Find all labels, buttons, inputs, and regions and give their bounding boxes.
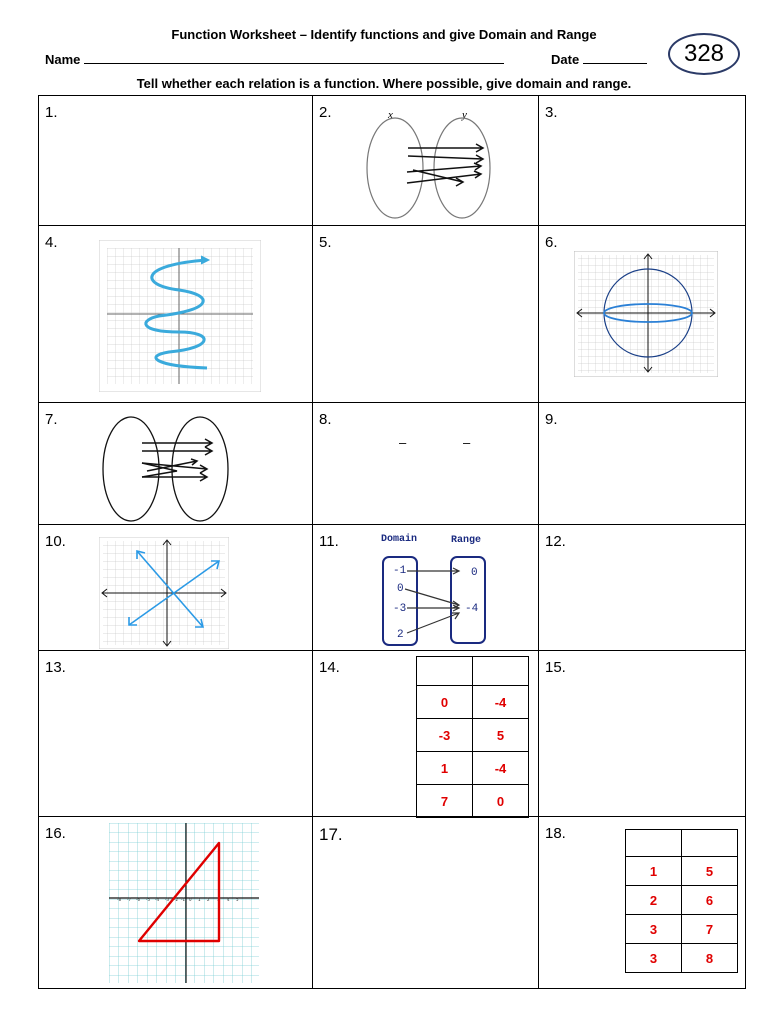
mapping-diagram [313,96,538,225]
dash-mark: – [399,435,407,450]
table-header-row [626,830,738,857]
dash-mark: – [463,435,471,450]
problem-number: 15. [545,659,566,676]
table-row: 3 8 [626,944,738,973]
table-row: 0 -4 [417,686,529,719]
problem-number: 6. [545,234,558,251]
page-number-badge: 328 [668,33,740,75]
table-row: 1 -4 [417,752,529,785]
svg-text:-2: -2 [174,897,178,902]
date-underline [583,52,647,64]
problem-number: 13. [45,659,66,676]
problem-number: 17. [319,825,343,844]
domain-value: -3 [393,603,407,615]
svg-text:4: 4 [227,897,230,902]
problem-number: 8. [319,411,332,428]
problem-number: 7. [45,411,58,428]
svg-text:1: 1 [198,897,201,902]
name-underline [84,52,504,64]
svg-text:5: 5 [236,897,239,902]
problem-15 [539,651,745,816]
svg-text:3: 3 [217,897,220,902]
problem-10 [39,525,312,650]
xy-table [625,829,738,973]
table-row: 3 7 [626,915,738,944]
date-label: Date [551,52,580,67]
problem-number: 10. [45,533,66,550]
domain-value: -1 [393,565,407,577]
svg-text:0: 0 [189,897,192,902]
xy-table [416,656,529,818]
problem-9 [539,403,745,524]
table-row: 7 0 [417,785,529,818]
range-value: 0 [471,567,478,579]
svg-text:-6: -6 [136,897,140,902]
problem-number: 4. [45,234,58,251]
x-set-label: x [388,109,393,121]
problem-12 [539,525,745,650]
problem-7 [39,403,312,524]
svg-text:-5: -5 [146,897,150,902]
problem-number: 5. [319,234,332,251]
problem-14 [313,651,538,816]
range-value: -4 [465,603,479,615]
table-row: 1 5 [626,857,738,886]
problem-5 [313,226,538,402]
sine-curve-graph [99,240,261,392]
problem-number: 2. [319,104,332,121]
domain-value: 0 [397,583,404,595]
problem-number: 12. [545,533,566,550]
domain-range-mapping [373,527,523,649]
name-label: Name [45,52,81,67]
problem-number: 9. [545,411,558,428]
table-header-row [417,657,529,686]
problem-number: 16. [45,825,66,842]
svg-text:-3: -3 [165,897,169,902]
problem-13 [39,651,312,816]
domain-label: Domain [381,534,418,545]
table-row: 2 6 [626,886,738,915]
svg-text:-4: -4 [155,897,159,902]
domain-value: 2 [397,629,404,641]
problem-grid [38,95,746,989]
problem-number: 3. [545,104,558,121]
problem-18 [539,817,745,988]
date-field [551,52,647,67]
problem-number: 14. [319,659,340,676]
problem-2 [313,96,538,225]
instructions: Tell whether each relation is a function. Where possible, give domain and range. [136,76,632,91]
circle-ellipse-graph [574,251,718,377]
problem-11 [313,525,538,650]
svg-text:-8: -8 [117,897,121,902]
problem-number: 1. [45,104,58,121]
crossing-lines-graph [99,537,229,649]
problem-number: 11. [319,533,339,550]
problem-4 [39,226,312,402]
svg-text:-7: -7 [127,897,131,902]
y-set-label: y [462,109,467,121]
problem-1 [39,96,312,225]
range-label: Range [451,535,482,546]
worksheet-title: Function Worksheet – Identify functions and give Domain and Range [171,27,597,42]
mapping-diagram [97,405,247,523]
problem-6 [539,226,745,402]
svg-text:-1: -1 [181,897,185,902]
problem-number: 18. [545,825,566,842]
name-field [45,52,504,67]
problem-17 [313,817,538,988]
problem-16 [39,817,312,988]
table-row: -3 5 [417,719,529,752]
problem-3 [539,96,745,225]
svg-text:2: 2 [207,897,210,902]
problem-8 [313,403,538,524]
triangle-graph [109,823,259,985]
